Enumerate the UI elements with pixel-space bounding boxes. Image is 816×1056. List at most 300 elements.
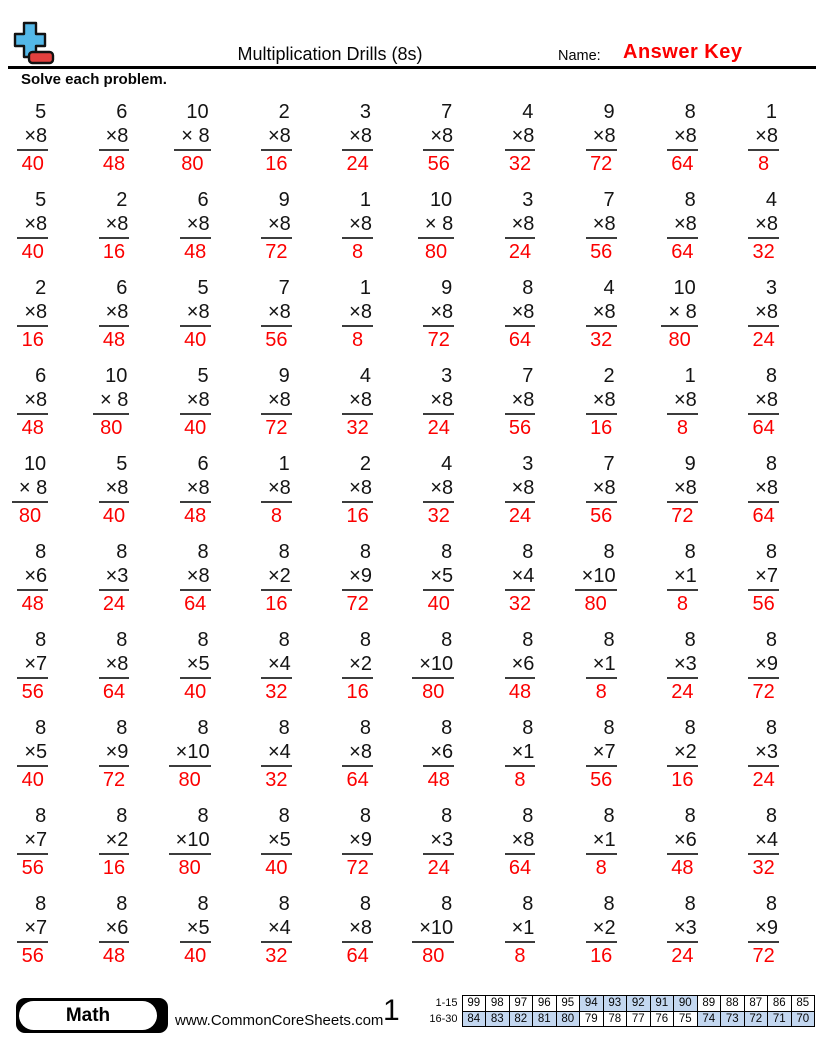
answer-value: 80 [178,769,201,791]
multiplier: ×8 [17,212,48,239]
page-title: Multiplication Drills (8s) [237,44,423,64]
multiplicand: 8 [603,717,615,739]
answer-value: 64 [752,505,775,527]
multiplier: ×8 [17,388,48,415]
problem-cell [586,892,617,980]
multiplicand: 9 [684,453,696,475]
answer-value: 72 [102,769,126,791]
answer-value: 56 [21,681,44,703]
problem-cell [423,716,454,804]
problem-cell [180,364,211,452]
problem-cell [17,100,48,188]
name-label: Name: [558,48,601,64]
multiplier: ×8 [261,300,292,327]
multiplicand: 2 [359,453,371,475]
multiplier: ×8 [99,476,130,503]
answer-value: 32 [508,593,532,615]
problem-cell [342,540,373,628]
answer-value: 16 [590,945,613,967]
answer-value: 80 [18,505,42,527]
multiplicand: 8 [684,189,696,211]
multiplier: ×1 [667,564,698,591]
answer-value: 80 [181,153,204,175]
multiplier: ×1 [586,828,617,855]
score-cell: 83 [486,1011,510,1027]
multiplicand: 8 [35,541,47,563]
multiplicand: 3 [522,189,534,211]
problem-cell [505,804,536,892]
problem-cell [261,628,292,716]
problem-cell [12,452,48,540]
answer-value: 16 [102,857,126,879]
problem-cell [17,540,48,628]
multiplicand: 6 [197,453,209,475]
problem-cell [342,716,373,804]
multiplicand: 10 [186,101,209,123]
multiplier: ×9 [748,652,779,679]
problem-cell [17,892,48,980]
multiplier: ×8 [586,388,617,415]
answer-value: 56 [21,857,44,879]
answer-value: 24 [508,505,532,527]
problem-cell [342,628,373,716]
score-cell: 99 [462,996,486,1012]
answer-value: 48 [184,241,207,263]
problem-cell [667,892,698,980]
multiplier: ×10 [575,564,617,591]
multiplier: ×8 [505,212,536,239]
problem-cell [261,892,292,980]
problem-cell [748,540,779,628]
problem-cell [748,804,779,892]
problem-cell [667,188,698,276]
score-table-row [424,1011,815,1027]
problem-cell [505,452,536,540]
problem-cell [748,364,779,452]
answer-value: 64 [102,681,126,703]
multiplicand: 8 [441,893,453,915]
multiplicand: 8 [278,541,290,563]
multiplicand: 8 [197,629,209,651]
multiplier: ×8 [342,124,373,151]
multiplier: ×4 [261,916,292,943]
score-cell: 98 [486,996,510,1012]
multiplicand: 9 [278,189,290,211]
multiplier: ×9 [342,828,373,855]
problem-cell [342,364,373,452]
multiplicand: 8 [197,805,209,827]
answer-value: 32 [265,945,288,967]
problem-cell [261,188,292,276]
problem-cell [748,892,779,980]
answer-value: 64 [508,857,532,879]
multiplicand: 8 [197,717,209,739]
answer-value: 56 [508,417,532,439]
answer-value: 16 [265,593,288,615]
problem-cell [342,276,373,364]
answer-value: 72 [265,241,288,263]
answer-value: 16 [21,329,44,351]
answer-value: 40 [21,153,44,175]
score-cell: 74 [697,1011,721,1027]
multiplier: ×5 [180,652,211,679]
score-cell: 89 [697,996,721,1012]
answer-value: 32 [265,769,288,791]
multiplicand: 8 [603,805,615,827]
problem-cell [423,364,454,452]
answer-value: 40 [184,417,207,439]
multiplicand: 5 [197,365,209,387]
multiplicand: 4 [522,101,534,123]
problem-cell [505,540,536,628]
problem-cell [748,452,779,540]
multiplicand: 8 [441,629,453,651]
problem-cell [667,628,698,716]
answer-value: 32 [752,857,775,879]
problem-cell [169,804,211,892]
multiplier: ×8 [586,300,617,327]
multiplicand: 7 [278,277,290,299]
multiplicand: 8 [359,541,371,563]
problem-cell [342,892,373,980]
math-subject-badge [16,998,168,1033]
answer-value: 16 [346,681,369,703]
multiplier: ×8 [423,300,454,327]
answer-value: 56 [752,593,775,615]
multiplier: ×5 [423,564,454,591]
multiplicand: 8 [197,541,209,563]
problem-cell [586,100,617,188]
multiplier: ×8 [586,212,617,239]
multiplicand: 1 [278,453,290,475]
multiplicand: 8 [359,893,371,915]
multiplier: ×8 [667,124,698,151]
answer-value: 72 [346,857,369,879]
problem-cell [586,804,617,892]
score-cell: 79 [580,1011,604,1027]
multiplicand: 2 [603,365,615,387]
multiplicand: 8 [684,717,696,739]
problem-cell [261,276,292,364]
problem-cell [99,276,130,364]
multiplier: × 8 [93,388,129,415]
multiplicand: 8 [603,541,615,563]
multiplier: ×10 [412,652,454,679]
score-cell: 88 [721,996,745,1012]
score-cell: 78 [603,1011,627,1027]
multiplier: ×8 [505,476,536,503]
answer-value: 24 [346,153,369,175]
multiplier: ×8 [748,476,779,503]
answer-value: 40 [184,681,207,703]
multiplicand: 8 [116,541,128,563]
answer-value: 80 [178,857,201,879]
answer-value: 48 [184,505,207,527]
math-badge-label: Math [19,1001,157,1030]
answer-value: 64 [184,593,207,615]
problem-cell [99,716,130,804]
answer-value: 8 [514,945,526,967]
multiplier: ×8 [180,564,211,591]
problem-cell [169,716,211,804]
answer-value: 8 [676,593,688,615]
score-cell: 76 [650,1011,674,1027]
score-cell: 97 [509,996,533,1012]
multiplicand: 8 [522,805,534,827]
multiplicand: 3 [359,101,371,123]
problems-grid [0,100,812,984]
multiplicand: 9 [278,365,290,387]
multiplier: ×8 [423,124,454,151]
answer-value: 48 [508,681,532,703]
problem-cell [180,188,211,276]
score-cell: 75 [674,1011,698,1027]
multiplier: ×5 [17,740,48,767]
problem-cell [180,276,211,364]
multiplier: ×2 [342,652,373,679]
problem-cell [667,540,698,628]
answer-value: 40 [102,505,126,527]
multiplier: ×8 [748,388,779,415]
problem-cell [586,628,617,716]
multiplicand: 1 [359,189,371,211]
multiplicand: 8 [522,277,534,299]
problem-cell [412,892,454,980]
multiplier: ×8 [505,388,536,415]
problem-cell [99,628,130,716]
answer-value: 56 [590,769,613,791]
answer-value: 48 [21,593,44,615]
multiplicand: 6 [35,365,47,387]
problem-cell [174,100,210,188]
score-cell: 71 [768,1011,792,1027]
problem-cell [661,276,697,364]
answer-value: 48 [427,769,450,791]
answer-value: 8 [352,241,364,263]
problem-cell [261,540,292,628]
answer-value: 32 [508,153,532,175]
multiplier: ×8 [261,124,292,151]
multiplier: ×3 [99,564,130,591]
problem-cell [748,276,779,364]
problem-cell [412,628,454,716]
answer-value: 80 [584,593,607,615]
problem-cell [261,100,292,188]
multiplier: ×3 [748,740,779,767]
multiplier: ×10 [169,740,211,767]
problem-cell [505,364,536,452]
score-cell: 70 [791,1011,815,1027]
problem-cell [505,100,536,188]
problem-cell [748,100,779,188]
score-cell: 72 [744,1011,768,1027]
answer-value: 56 [590,241,613,263]
multiplier: ×7 [17,652,48,679]
score-range-label: 16-30 [429,1012,458,1025]
multiplier: ×8 [180,476,211,503]
answer-value: 24 [671,945,694,967]
multiplicand: 8 [603,893,615,915]
multiplier: ×8 [99,300,130,327]
problem-cell [99,892,130,980]
worksheet-header [0,0,816,100]
multiplicand: 8 [35,717,47,739]
answer-value: 16 [265,153,288,175]
answer-value: 8 [676,417,688,439]
multiplier: ×8 [586,124,617,151]
answer-value: 72 [671,505,694,527]
multiplier: ×3 [667,652,698,679]
answer-value: 8 [758,153,770,175]
problem-cell [342,188,373,276]
answer-value: 64 [346,945,369,967]
multiplicand: 8 [522,893,534,915]
multiplier: ×8 [99,124,130,151]
answer-value: 16 [346,505,369,527]
multiplier: ×7 [17,916,48,943]
answer-value: 72 [752,681,775,703]
answer-key-name-value: Answer Key [623,41,743,63]
multiplicand: 10 [673,277,696,299]
multiplier: ×8 [261,212,292,239]
multiplicand: 8 [278,893,290,915]
problem-cell [261,452,292,540]
score-cell: 96 [533,996,557,1012]
multiplicand: 6 [197,189,209,211]
multiplicand: 10 [105,365,128,387]
problem-cell [17,804,48,892]
website-link[interactable]: www.CommonCoreSheets.com [175,1012,384,1029]
answer-value: 24 [752,329,775,351]
multiplicand: 8 [359,629,371,651]
multiplier: ×10 [412,916,454,943]
multiplicand: 1 [765,101,777,123]
multiplier: ×2 [261,564,292,591]
answer-value: 24 [102,593,126,615]
multiplicand: 8 [684,101,696,123]
score-cell: 95 [556,996,580,1012]
answer-value: 48 [102,945,126,967]
multiplicand: 8 [116,629,128,651]
problem-cell [261,804,292,892]
multiplier: ×4 [261,740,292,767]
problem-cell [586,364,617,452]
multiplier: ×8 [261,476,292,503]
multiplier: ×8 [180,212,211,239]
multiplier: ×10 [169,828,211,855]
multiplicand: 3 [441,365,453,387]
answer-value: 40 [21,769,44,791]
multiplier: ×5 [180,916,211,943]
multiplicand: 8 [603,629,615,651]
multiplier: ×8 [586,476,617,503]
multiplicand: 8 [35,805,47,827]
answer-value: 80 [424,241,448,263]
multiplier: ×6 [17,564,48,591]
multiplier: ×8 [423,476,454,503]
multiplier: ×8 [667,388,698,415]
instructions-text: Solve each problem. [21,71,167,88]
answer-value: 8 [595,857,607,879]
problem-cell [99,452,130,540]
multiplicand: 8 [684,541,696,563]
problem-cell [667,364,698,452]
problem-cell [180,452,211,540]
answer-value: 16 [671,769,694,791]
answer-value: 16 [590,417,613,439]
multiplier: ×8 [180,300,211,327]
multiplicand: 4 [359,365,371,387]
multiplicand: 9 [441,277,453,299]
score-table [424,995,815,1027]
answer-value: 24 [427,417,450,439]
problem-cell [93,364,129,452]
score-cell: 77 [627,1011,651,1027]
score-cell: 87 [744,996,768,1012]
problem-cell [586,276,617,364]
multiplicand: 8 [278,717,290,739]
worksheet-footer [0,992,816,1048]
multiplicand: 9 [603,101,615,123]
answer-value: 64 [508,329,532,351]
problem-cell [17,716,48,804]
multiplicand: 8 [278,805,290,827]
answer-value: 40 [184,329,207,351]
answer-value: 40 [265,857,288,879]
multiplicand: 2 [116,189,128,211]
multiplicand: 5 [35,101,47,123]
multiplicand: 7 [441,101,453,123]
multiplicand: 8 [116,717,128,739]
problem-cell [99,804,130,892]
multiplier: ×3 [423,828,454,855]
multiplicand: 8 [359,805,371,827]
multiplicand: 8 [765,717,777,739]
score-cell: 85 [791,996,815,1012]
multiplicand: 8 [684,629,696,651]
multiplicand: 8 [116,893,128,915]
multiplier: ×8 [180,388,211,415]
score-cell: 82 [509,1011,533,1027]
problem-cell [99,188,130,276]
score-cell: 84 [462,1011,486,1027]
answer-value: 80 [100,417,123,439]
multiplier: ×4 [261,652,292,679]
answer-value: 48 [102,153,126,175]
answer-value: 16 [102,241,126,263]
problem-cell [180,540,211,628]
answer-value: 32 [590,329,613,351]
multiplier: ×8 [342,740,373,767]
score-cell: 86 [768,996,792,1012]
multiplier: ×4 [505,564,536,591]
multiplier: × 8 [661,300,697,327]
multiplier: ×8 [99,652,130,679]
multiplicand: 6 [116,277,128,299]
problem-cell [99,100,130,188]
problem-cell [180,892,211,980]
multiplier: ×8 [342,476,373,503]
answer-value: 80 [668,329,691,351]
multiplicand: 8 [522,541,534,563]
score-cell: 81 [533,1011,557,1027]
answer-value: 24 [427,857,450,879]
answer-value: 64 [346,769,369,791]
multiplier: ×8 [748,300,779,327]
answer-value: 72 [427,329,450,351]
multiplicand: 8 [765,453,777,475]
multiplicand: 8 [765,629,777,651]
